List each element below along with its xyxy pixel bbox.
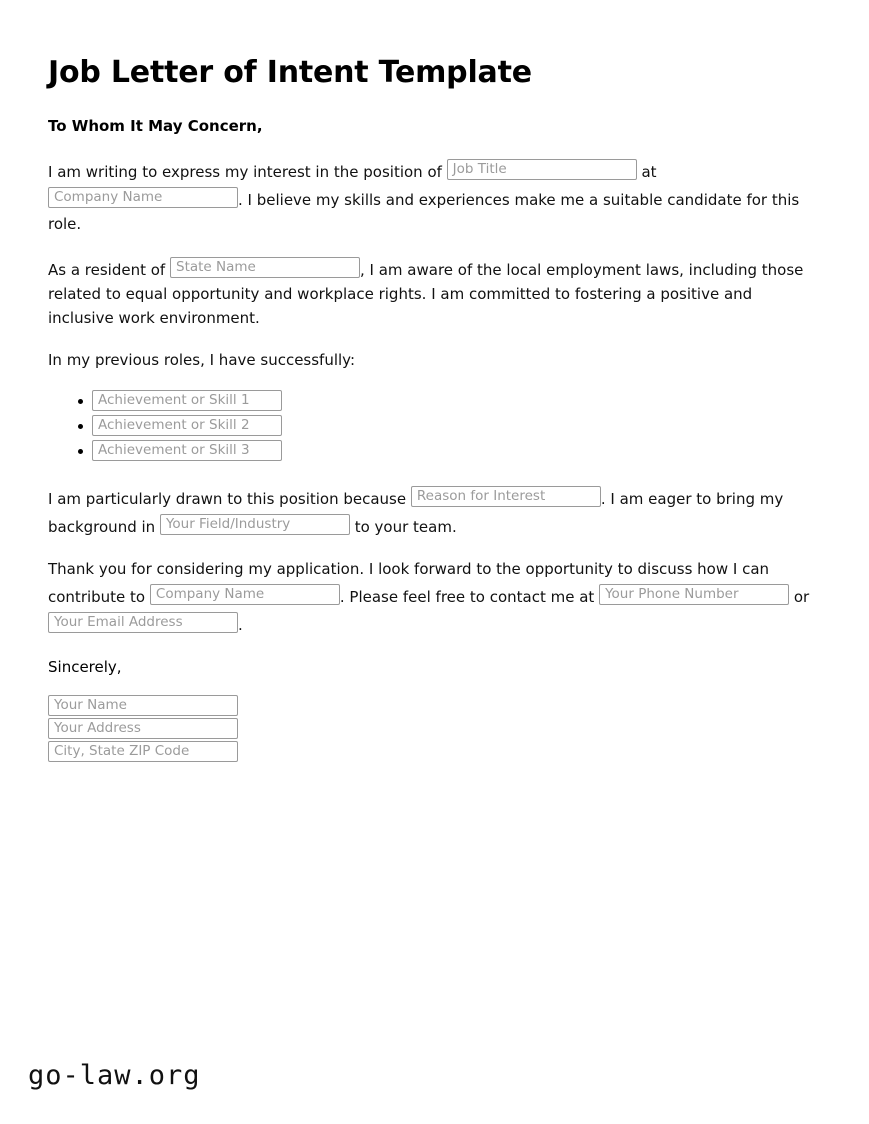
job-title-input[interactable]: Job Title bbox=[447, 159, 637, 180]
bullet-icon bbox=[78, 399, 83, 404]
your-name-input[interactable]: Your Name bbox=[48, 695, 238, 716]
motivation-text-part-1: I am particularly drawn to this position because bbox=[48, 490, 411, 508]
achievements-list bbox=[48, 390, 821, 463]
company-name-input[interactable]: Company Name bbox=[48, 187, 238, 208]
residency-text-part-1: As a resident of bbox=[48, 261, 170, 279]
closing-text-part-1: Thank you for considering my application. I look forward to the opportunity to discuss how I can contribute to bbox=[48, 560, 770, 606]
signature-block bbox=[48, 695, 821, 762]
signoff: Sincerely, bbox=[48, 658, 122, 676]
motivation-text-part-3: to your team. bbox=[349, 518, 457, 536]
list-item bbox=[48, 390, 821, 413]
achievement-input-1[interactable]: Achievement or Skill 1 bbox=[92, 390, 282, 411]
page-title: Job Letter of Intent Template bbox=[48, 55, 532, 90]
intro-text-part-2: at bbox=[636, 163, 657, 181]
paragraph-motivation bbox=[48, 483, 821, 539]
company-name-closing-input[interactable]: Company Name bbox=[150, 584, 340, 605]
list-item bbox=[48, 440, 821, 463]
paragraph-residency bbox=[48, 254, 821, 330]
bullet-icon bbox=[78, 424, 83, 429]
state-name-input[interactable]: State Name bbox=[170, 257, 360, 278]
paragraph-closing bbox=[48, 557, 821, 637]
salutation: To Whom It May Concern, bbox=[48, 116, 263, 135]
city-state-zip-input[interactable]: City, State ZIP Code bbox=[48, 741, 238, 762]
residency-text-part-2: , I am aware of the local employment laws, including those related to equal opportunity and workplace rights. I am committed to fostering a positive and inclusive work environment. bbox=[48, 261, 804, 327]
motivation-text-part-2: . I am eager to bring my background in bbox=[48, 490, 784, 536]
your-address-input[interactable]: Your Address bbox=[48, 718, 238, 739]
paragraph-intro bbox=[48, 156, 821, 236]
field-industry-input[interactable]: Your Field/Industry bbox=[160, 514, 350, 535]
closing-text-part-4: . bbox=[238, 616, 243, 634]
intro-text-part-1: I am writing to express my interest in the position of bbox=[48, 163, 447, 181]
email-address-input[interactable]: Your Email Address bbox=[48, 612, 238, 633]
list-item bbox=[48, 415, 821, 438]
achievement-input-2[interactable]: Achievement or Skill 2 bbox=[92, 415, 282, 436]
bullet-icon bbox=[78, 449, 83, 454]
paragraph-roles-intro: In my previous roles, I have successfully: bbox=[48, 351, 356, 369]
closing-text-part-2: . Please feel free to contact me at bbox=[339, 588, 600, 606]
footer-watermark: go-law.org bbox=[28, 1060, 201, 1091]
reason-for-interest-input[interactable]: Reason for Interest bbox=[411, 486, 601, 507]
phone-number-input[interactable]: Your Phone Number bbox=[599, 584, 789, 605]
achievement-input-3[interactable]: Achievement or Skill 3 bbox=[92, 440, 282, 461]
letter-body bbox=[48, 56, 821, 764]
closing-text-part-3: or bbox=[789, 588, 810, 606]
intro-text-part-3: . I believe my skills and experiences make me a suitable candidate for this role. bbox=[48, 191, 800, 233]
